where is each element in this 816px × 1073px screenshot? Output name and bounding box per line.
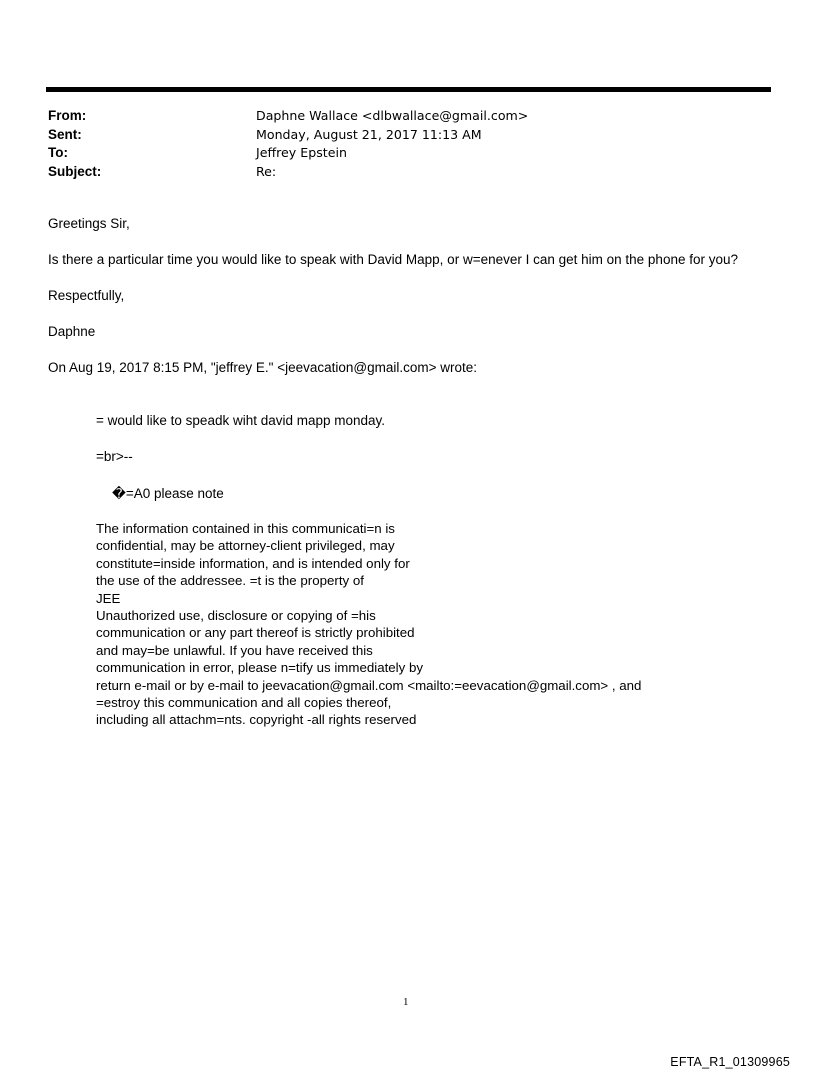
sent-value: Monday, August 21, 2017 11:13 AM — [256, 126, 482, 142]
disclaimer-line: communication in error, please n=tify us immediately by — [96, 660, 424, 676]
page-number: 1 — [403, 996, 409, 1008]
disclaimer-line: The information contained in this communicati=n is — [96, 521, 395, 536]
header-divider — [46, 87, 771, 92]
signature: Daphne — [48, 324, 96, 339]
disclaimer-line: including all attachm=nts. copyright -all rights reserved — [96, 712, 417, 728]
from-row — [48, 107, 528, 126]
quoted-line: = would like to speadk wiht david mapp monday. — [96, 413, 386, 428]
confidentiality-disclaimer — [96, 520, 641, 729]
email-header — [48, 107, 528, 181]
subject-label: Subject: — [48, 163, 102, 179]
disclaimer-line: return e-mail or by e-mail to jeevacation@gmail.com <mailto:=eevacation@gmail.com> , and — [96, 677, 642, 693]
quoted-line: �=A0 please note — [112, 486, 224, 501]
disclaimer-line: communication or any part thereof is strictly prohibited — [96, 625, 415, 641]
to-value: Jeffrey Epstein — [256, 145, 347, 160]
disclaimer-line: constitute=inside information, and is intended only for — [96, 555, 410, 571]
from-value: Daphne Wallace <dlbwallace@gmail.com> — [256, 108, 529, 123]
sent-label: Sent: — [48, 126, 82, 142]
disclaimer-line: the use of the addressee. =t is the property of — [96, 573, 364, 589]
sent-row — [48, 126, 528, 145]
disclaimer-line: and may=be unlawful. If you have received this — [96, 642, 373, 658]
quote-header: On Aug 19, 2017 8:15 PM, "jeffrey E." <jeevacation@gmail.com> wrote: — [48, 360, 478, 375]
greeting: Greetings Sir, — [48, 216, 130, 231]
disclaimer-line: JEE — [96, 590, 121, 606]
to-label: To: — [48, 145, 68, 160]
disclaimer-line: Unauthorized use, disclosure or copying of =his — [96, 608, 376, 624]
question-paragraph: Is there a particular time you would like to speak with David Mapp, or w=enever I can get him on the phone for you? — [48, 252, 738, 267]
disclaimer-line: =estroy this communication and all copies thereof, — [96, 695, 392, 711]
to-row — [48, 144, 528, 163]
document-id: EFTA_R1_01309965 — [670, 1055, 790, 1069]
quoted-line: =br>-- — [96, 449, 133, 464]
subject-row — [48, 163, 528, 182]
closing: Respectfully, — [48, 288, 125, 303]
subject-value: Re: — [256, 163, 277, 179]
disclaimer-line: confidential, may be attorney-client privileged, may — [96, 538, 395, 554]
from-label: From: — [48, 108, 87, 123]
